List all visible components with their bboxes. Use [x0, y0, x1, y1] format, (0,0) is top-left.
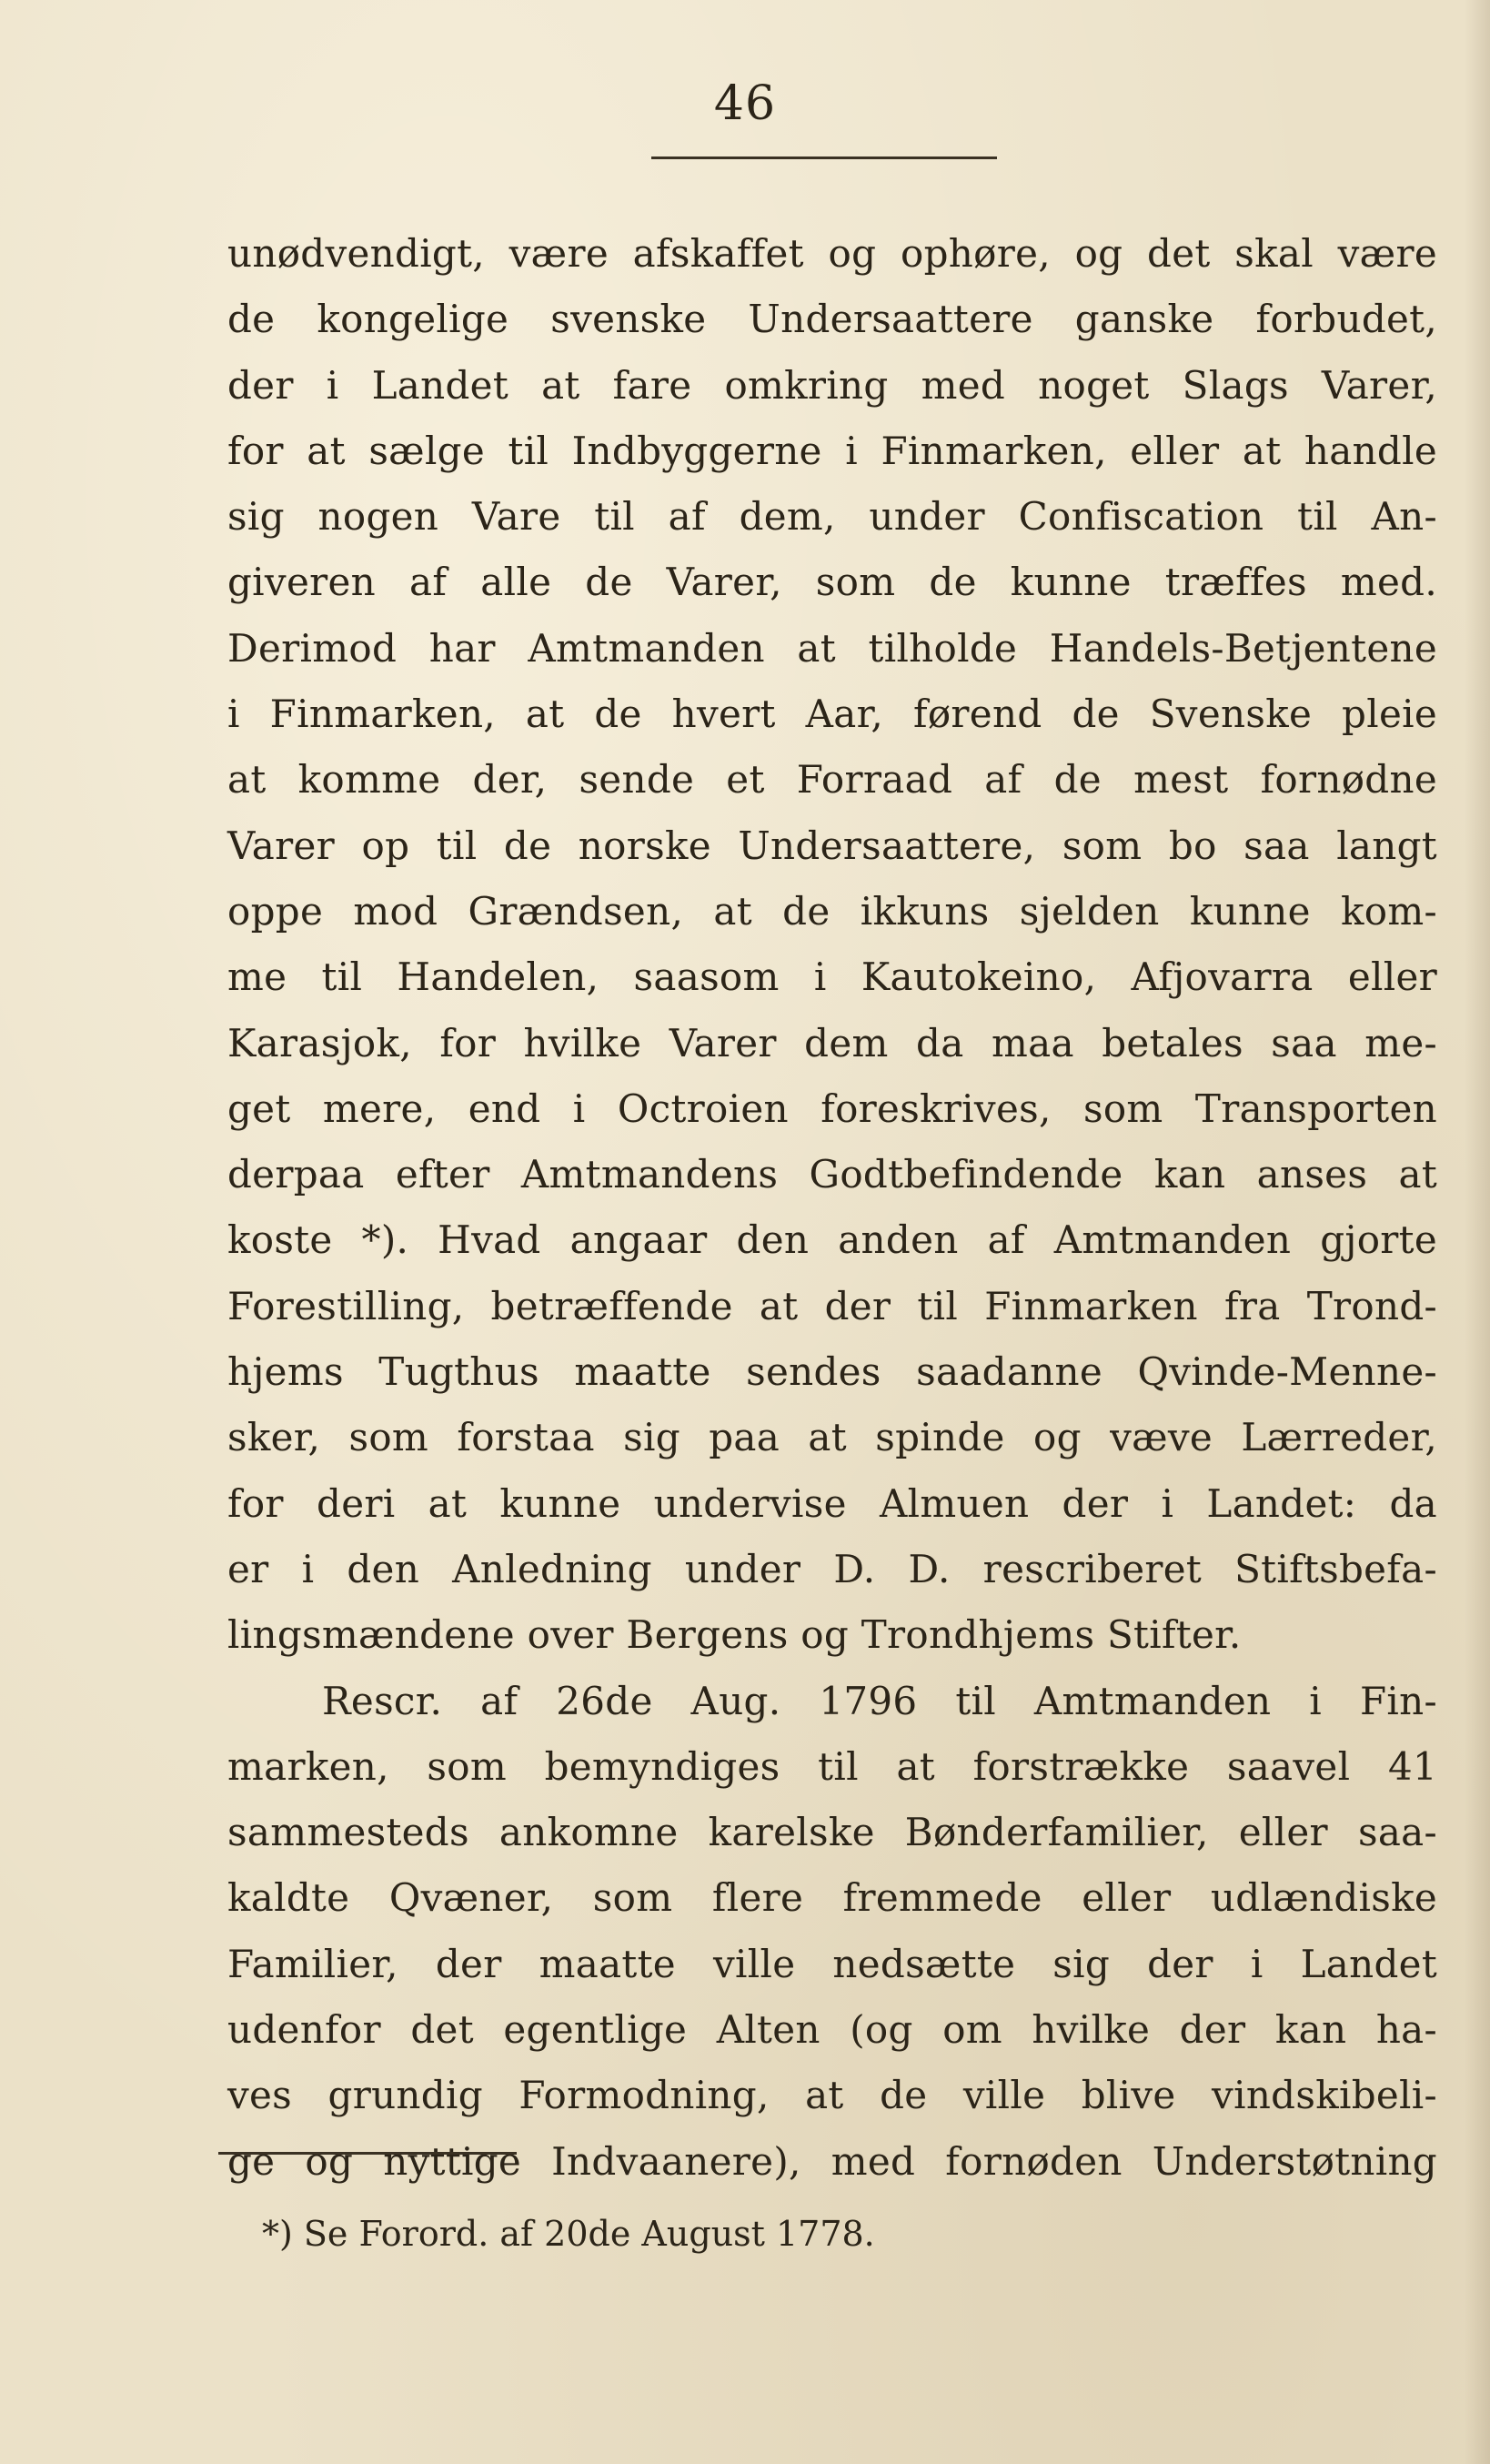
text-line: kaldte Qvæner, som flere fremmede eller udlændiske: [227, 1875, 1437, 1921]
text-line: oppe mod Grændsen, at de ikkuns sjelden kunne kom-: [227, 888, 1437, 934]
text-line: for at sælge til Indbyggerne i Finmarken, eller at handle: [227, 428, 1437, 473]
text-line: koste *). Hvad angaar den anden af Amtmanden gjorte: [227, 1217, 1437, 1263]
text-line: giveren af alle de Varer, som de kunne træffes med.: [227, 560, 1437, 605]
text-line: ves grundig Formodning, at de ville blive vindskibeli-: [227, 2073, 1437, 2118]
page-number: 46: [713, 76, 777, 131]
footnote-rule: [218, 2152, 517, 2155]
text-line: lingsmændene over Bergens og Trondhjems Stifter.: [227, 1612, 1242, 1658]
text-line: Varer op til de norske Undersaattere, som bo saa langt: [227, 823, 1437, 868]
text-line: i Finmarken, at de hvert Aar, førend de Svenske pleie: [227, 692, 1437, 737]
text-line: Rescr. af 26de Aug. 1796 til Amtmanden i Fin-: [322, 1678, 1437, 1723]
page-edge-shadow: [1465, 0, 1490, 2464]
text-line: sig nogen Vare til af dem, under Confiscation til An-: [227, 494, 1437, 540]
text-line: derpaa efter Amtmandens Godtbefindende kan anses at: [227, 1152, 1437, 1197]
text-line: unødvendigt, være afskaffet og ophøre, og det skal være: [227, 231, 1437, 276]
text-line: Forestilling, betræffende at der til Finmarken fra Trond-: [227, 1283, 1437, 1328]
text-line: get mere, end i Octroien foreskrives, som Transporten: [227, 1086, 1437, 1131]
text-line: ge og nyttige Indvaanere), med fornøden Understøtning: [227, 2138, 1437, 2184]
text-line: sker, som forstaa sig paa at spinde og væve Lærreder,: [227, 1415, 1437, 1460]
header-rule: [651, 157, 997, 159]
text-line: Familier, der maatte ville nedsætte sig der i Landet: [227, 1941, 1437, 1986]
text-line: udenfor det egentlige Alten (og om hvilke der kan ha-: [227, 2007, 1437, 2053]
body-text: [227, 221, 1437, 2195]
text-line: at komme der, sende et Forraad af de mest fornødne: [227, 757, 1437, 803]
footnote: *) Se Forord. af 20de August 1778.: [262, 2214, 875, 2254]
text-line: Derimod har Amtmanden at tilholde Handels-Betjentene: [227, 625, 1437, 671]
text-line: marken, som bemyndiges til at forstrække saavel 41: [227, 1743, 1437, 1789]
text-line: sammesteds ankomne karelske Bønderfamilier, eller saa-: [227, 1810, 1437, 1855]
text-line: hjems Tugthus maatte sendes saadanne Qvinde-Menne-: [227, 1349, 1437, 1395]
text-line: Karasjok, for hvilke Varer dem da maa betales saa me-: [227, 1020, 1437, 1065]
text-line: de kongelige svenske Undersaattere ganske forbudet,: [227, 297, 1437, 342]
text-line: er i den Anledning under D. D. rescriberet Stiftsbefa-: [227, 1546, 1437, 1591]
text-line: me til Handelen, saasom i Kautokeino, Afjovarra eller: [227, 954, 1437, 1000]
text-line: for deri at kunne undervise Almuen der i Landet: da: [227, 1480, 1437, 1526]
text-line: der i Landet at fare omkring med noget Slags Varer,: [227, 362, 1437, 408]
